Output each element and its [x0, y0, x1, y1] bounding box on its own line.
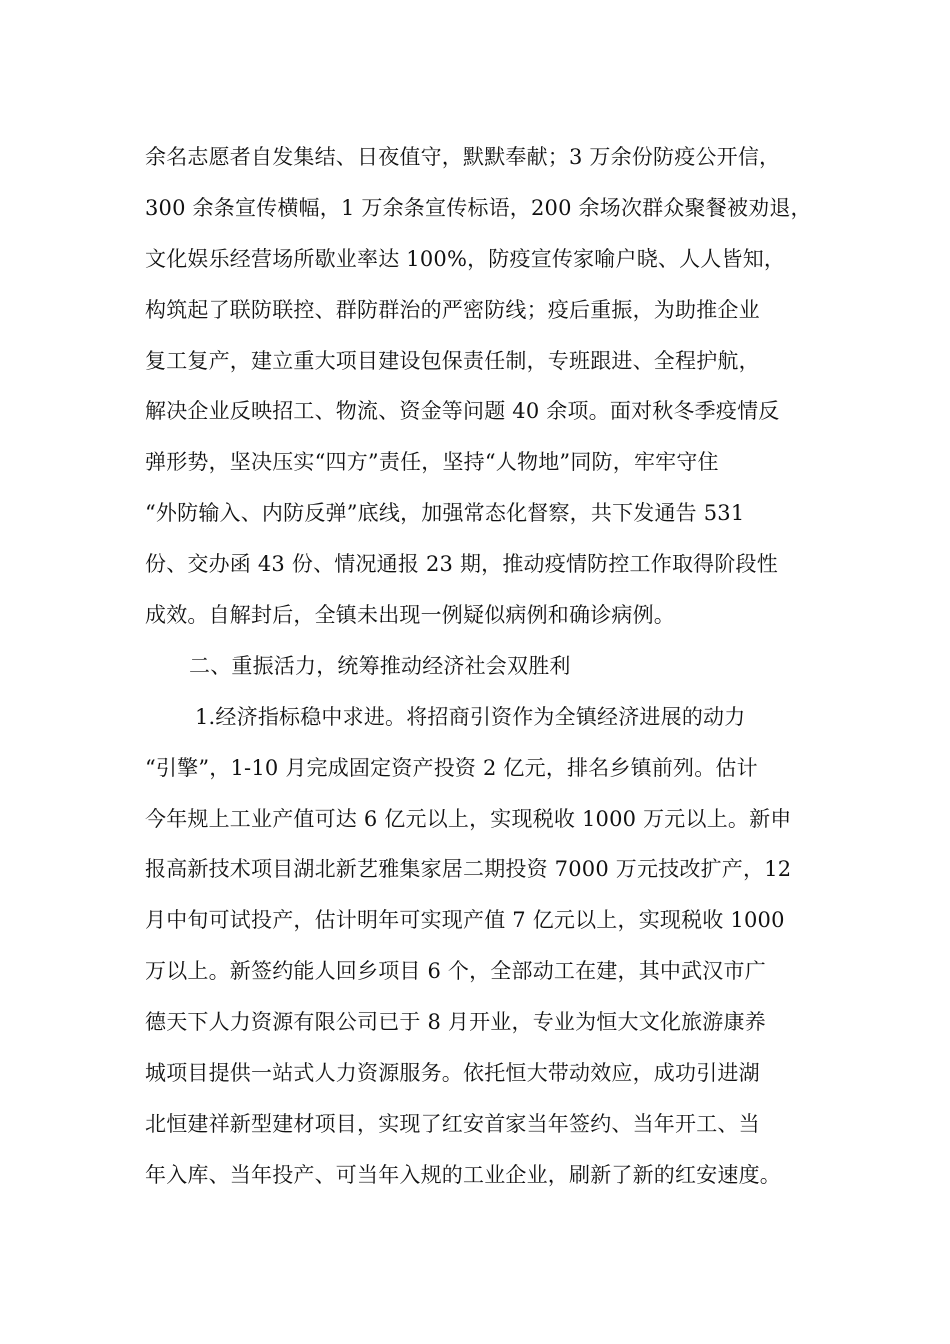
text-line: 今年规上工业产值可达 6 亿元以上，实现税收 1000 万元以上。新申	[145, 806, 792, 831]
body-text	[145, 132, 835, 1201]
text-line: 复工复产，建立重大项目建设包保责任制，专班跟进、全程护航，	[145, 348, 760, 373]
text-line: 余名志愿者自发集结、日夜值守，默默奉献；3 万余份防疫公开信，	[145, 145, 781, 169]
text-line: 弹形势，坚决压实“四方”责任，坚持“人物地”同防，牢牢守住	[145, 450, 719, 475]
text-line: 年入库、当年投产、可当年入规的工业企业，刷新了新的红安速度。	[145, 1162, 781, 1187]
text-line: 构筑起了联防联控、群防群治的严密防线；疫后重振，为助推企业	[145, 297, 760, 322]
text-line: “外防输入、内防反弹”底线，加强常态化督察，共下发通告 531	[145, 501, 745, 526]
text-line: 德天下人力资源有限公司已于 8 月开业，专业为恒大文化旅游康养	[145, 1010, 766, 1035]
text-line: 300 余条宣传横幅，1 万余条宣传标语，200 余场次群众聚餐被劝退，	[145, 195, 812, 220]
section-heading: 二、重振活力，统筹推动经济社会双胜利	[189, 653, 571, 678]
text-line: “引擎”，1-10 月完成固定资产投资 2 亿元，排名乡镇前列。估计	[145, 755, 758, 780]
text-line: 月中旬可试投产，估计明年可实现产值 7 亿元以上，实现税收 1000	[145, 908, 785, 933]
text-line: 成效。自解封后，全镇未出现一例疑似病例和确诊病例。	[145, 603, 675, 628]
paragraph-first-line: 1.经济指标稳中求进。将招商引资作为全镇经济进展的动力	[195, 704, 746, 729]
text-line: 城项目提供一站式人力资源服务。依托恒大带动效应，成功引进湖	[145, 1061, 760, 1086]
text-line: 万以上。新签约能人回乡项目 6 个，全部动工在建，其中武汉市广	[145, 959, 766, 984]
text-line: 北恒建祥新型建材项目，实现了红安首家当年签约、当年开工、当	[145, 1111, 760, 1136]
text-line: 解决企业反映招工、物流、资金等问题 40 余项。面对秋冬季疫情反	[145, 399, 780, 424]
text-line: 文化娱乐经营场所歇业率达 100%，防疫宣传家喻户晓、人人皆知，	[145, 246, 786, 271]
text-line: 份、交办函 43 份、情况通报 23 期，推动疫情防控工作取得阶段性	[145, 552, 778, 577]
text-line: 报高新技术项目湖北新艺雅集家居二期投资 7000 万元技改扩产，12	[145, 857, 792, 882]
